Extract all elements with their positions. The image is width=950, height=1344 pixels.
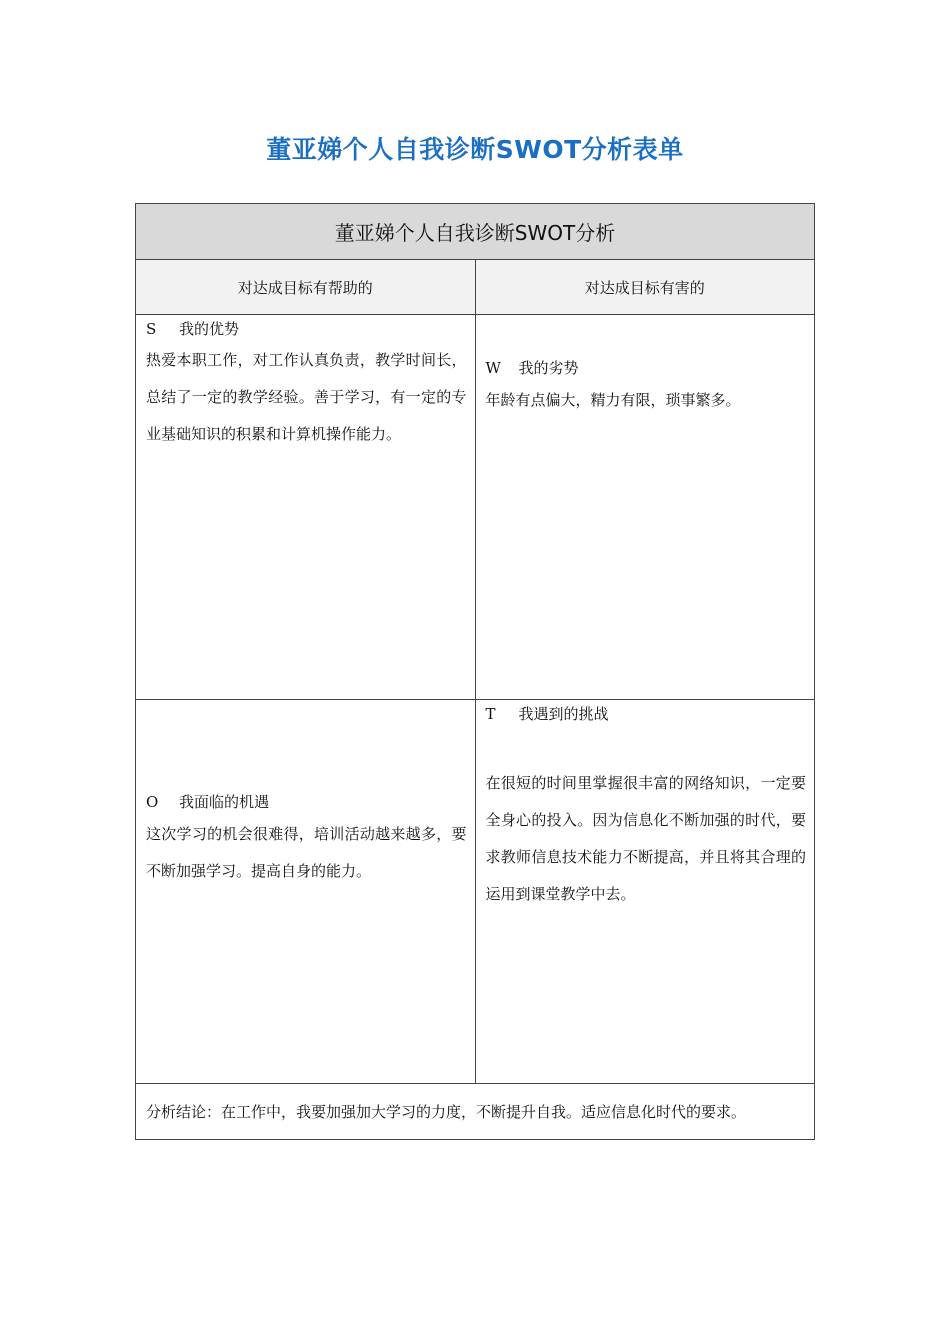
strengths-label: 我的优势 (179, 320, 240, 338)
opportunities-letter: O (146, 793, 159, 811)
page-title: 董亚娣个人自我诊断SWOT分析表单 (266, 135, 684, 164)
conclusion-text: 分析结论：在工作中，我要加强加大学习的力度，不断提升自我。适应信息化时代的要求。 (146, 1103, 747, 1121)
threats-letter: T (485, 705, 496, 723)
opportunities-text: 这次学习的机会很难得，培训活动越来越多，要不断加强学习。提高自身的能力。 (146, 825, 467, 880)
weaknesses-heading (486, 354, 807, 382)
strengths-cell (136, 315, 476, 699)
swot-table (135, 203, 815, 1140)
weaknesses-text: 年龄有点偏大，精力有限，琐事繁多。 (485, 391, 741, 409)
opportunities-label: 我面临的机遇 (179, 793, 270, 811)
threats-text: 在很短的时间里掌握很丰富的网络知识，一定要全身心的投入。因为信息化不断加强的时代，要求教师信息技术能力不断提高，并且将其合理的运用到课堂教学中去。 (485, 774, 806, 903)
opportunities-heading (146, 788, 467, 816)
quadrant-row-internal (136, 315, 814, 700)
weaknesses-label: 我的劣势 (518, 359, 579, 377)
conclusion-row (136, 1084, 814, 1139)
table-header (136, 204, 814, 260)
threats-label: 我遇到的挑战 (518, 705, 609, 723)
column-header-harmful: 对达成目标有害的 (584, 278, 705, 297)
threats-cell (476, 700, 815, 1083)
strengths-text: 热爱本职工作，对工作认真负责，教学时间长，总结了一定的教学经验。善于学习，有一定的专业基础知识的积累和计算机操作能力。 (146, 351, 467, 443)
quadrant-row-external (136, 700, 814, 1084)
threats-heading (486, 700, 807, 728)
opportunities-cell (136, 700, 476, 1083)
weaknesses-letter: W (485, 359, 501, 377)
column-header-helpful: 对达成目标有帮助的 (136, 260, 476, 314)
strengths-heading (146, 315, 467, 343)
strengths-letter: S (146, 320, 157, 338)
weaknesses-cell (476, 315, 815, 699)
column-headers (136, 260, 814, 315)
table-header-text: 董亚娣个人自我诊断SWOT分析 (334, 221, 616, 245)
